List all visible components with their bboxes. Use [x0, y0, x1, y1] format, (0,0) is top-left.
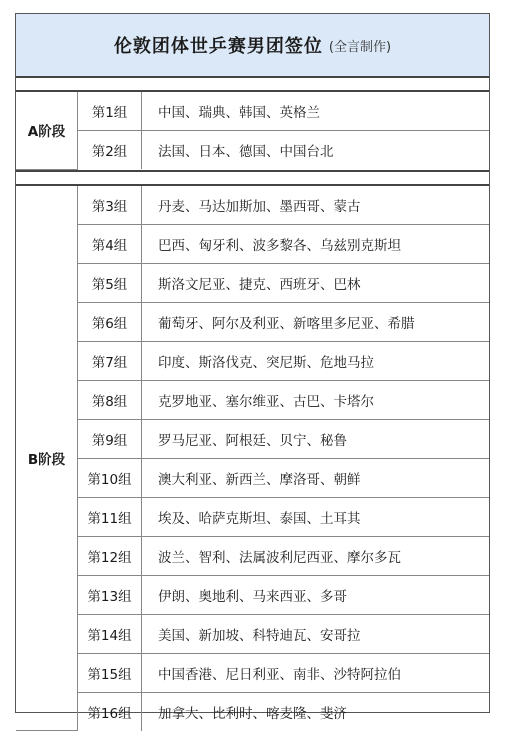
group-teams: 波兰、智利、法属波利尼西亚、摩尔多瓦 — [142, 536, 490, 575]
group-number: 第15组 — [78, 653, 142, 692]
group-row — [16, 653, 489, 692]
group-number: 第14组 — [78, 614, 142, 653]
group-number: 第9组 — [78, 419, 142, 458]
group-number: 第7组 — [78, 341, 142, 380]
stage-label: B阶段 — [16, 186, 78, 731]
group-number: 第16组 — [78, 692, 142, 731]
group-teams: 埃及、哈萨克斯坦、泰国、土耳其 — [142, 497, 490, 536]
group-row — [16, 614, 489, 653]
group-row — [16, 458, 489, 497]
group-teams: 克罗地亚、塞尔维亚、古巴、卡塔尔 — [142, 380, 490, 419]
stage-b-table — [16, 186, 489, 731]
group-row — [16, 341, 489, 380]
draw-table-frame — [15, 13, 490, 722]
group-teams: 澳大利亚、新西兰、摩洛哥、朝鲜 — [142, 458, 490, 497]
group-number: 第3组 — [78, 186, 142, 225]
stage-divider — [16, 170, 489, 186]
group-row — [16, 536, 489, 575]
group-number: 第8组 — [78, 380, 142, 419]
group-teams: 中国香港、尼日利亚、南非、沙特阿拉伯 — [142, 653, 490, 692]
group-teams: 伊朗、奥地利、马来西亚、多哥 — [142, 575, 490, 614]
group-number: 第10组 — [78, 458, 142, 497]
group-row — [16, 380, 489, 419]
group-teams: 巴西、匈牙利、波多黎各、乌兹别克斯坦 — [142, 224, 490, 263]
title-bar — [16, 14, 489, 78]
group-row — [16, 224, 489, 263]
group-teams: 美国、新加坡、科特迪瓦、安哥拉 — [142, 614, 490, 653]
group-row — [16, 302, 489, 341]
group-teams: 葡萄牙、阿尔及利亚、新喀里多尼亚、希腊 — [142, 302, 490, 341]
group-number: 第11组 — [78, 497, 142, 536]
group-number: 第6组 — [78, 302, 142, 341]
group-number: 第5组 — [78, 263, 142, 302]
group-row — [16, 131, 489, 170]
group-row — [16, 419, 489, 458]
group-number: 第4组 — [78, 224, 142, 263]
group-number: 第1组 — [78, 92, 142, 131]
stage-label: A阶段 — [16, 92, 78, 169]
group-teams: 丹麦、马达加斯加、墨西哥、蒙古 — [142, 186, 490, 225]
group-row — [16, 497, 489, 536]
stage-a-table — [16, 92, 489, 170]
group-row — [16, 186, 489, 225]
group-teams: 印度、斯洛伐克、突尼斯、危地马拉 — [142, 341, 490, 380]
group-row — [16, 575, 489, 614]
group-row — [16, 92, 489, 131]
group-row — [16, 692, 489, 731]
group-teams: 法国、日本、德国、中国台北 — [142, 131, 490, 170]
group-teams: 斯洛文尼亚、捷克、西班牙、巴林 — [142, 263, 490, 302]
header-divider — [16, 78, 489, 92]
group-number: 第2组 — [78, 131, 142, 170]
title-credit: (全言制作) — [328, 39, 392, 55]
group-teams: 罗马尼亚、阿根廷、贝宁、秘鲁 — [142, 419, 490, 458]
page-title: 伦敦团体世乒赛男团签位 — [113, 36, 323, 57]
group-teams: 加拿大、比利时、喀麦隆、斐济 — [142, 692, 490, 731]
group-teams: 中国、瑞典、韩国、英格兰 — [142, 92, 490, 131]
group-row — [16, 263, 489, 302]
group-number: 第12组 — [78, 536, 142, 575]
group-number: 第13组 — [78, 575, 142, 614]
